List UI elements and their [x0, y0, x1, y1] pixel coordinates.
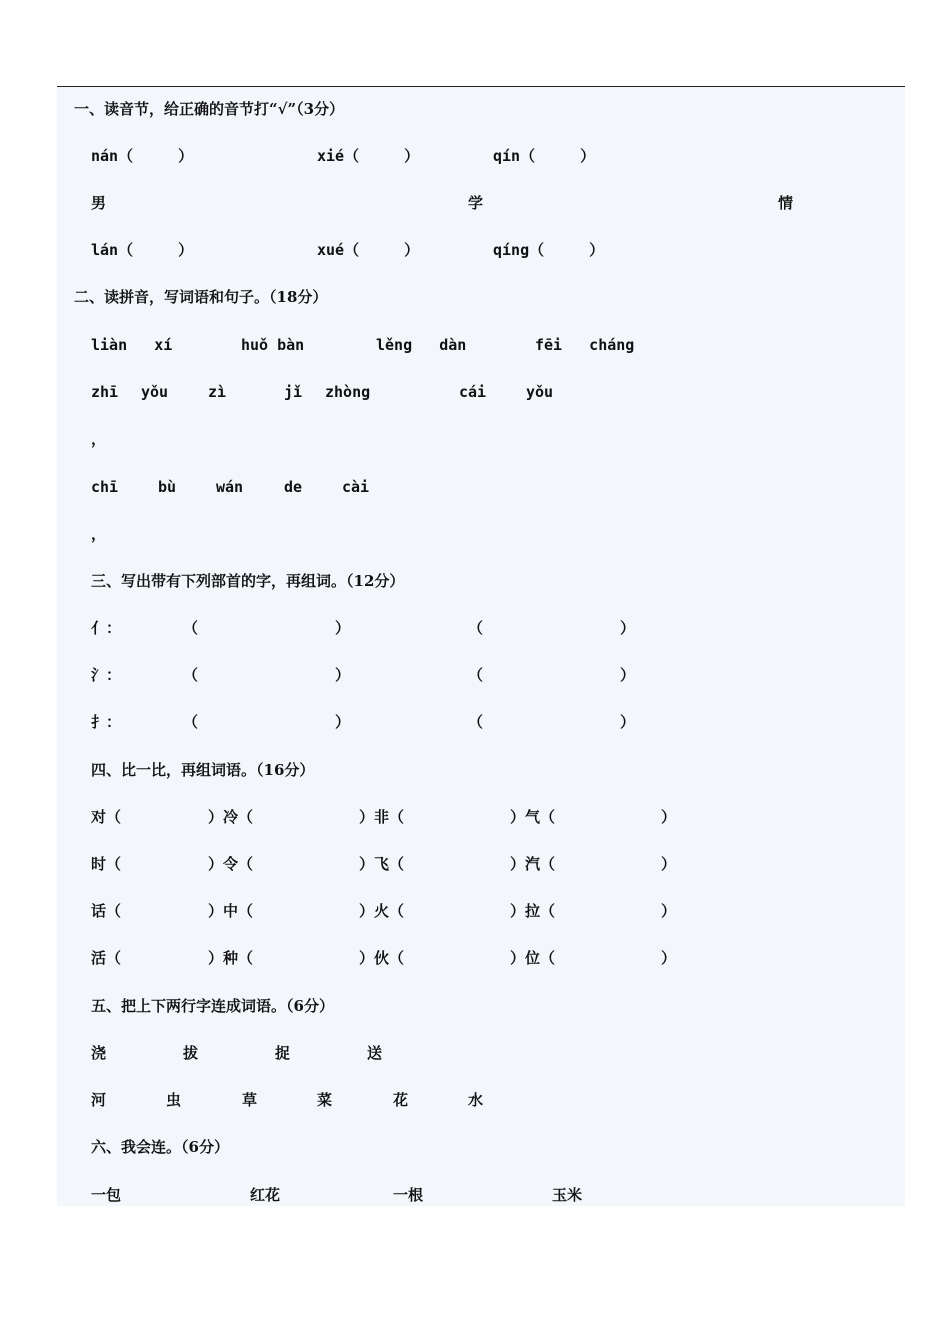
paren-open: （ — [468, 619, 484, 637]
pinyin-word-1: liàn xí — [91, 336, 173, 354]
option-qing: qíng（ ） — [493, 241, 605, 259]
match-bottom-char: 草 — [242, 1091, 258, 1109]
paren-open: （ — [468, 713, 484, 731]
compare-cell: ）中（ — [208, 902, 254, 920]
compare-cell: ） — [661, 902, 677, 920]
compare-cell: ）位（ — [510, 949, 556, 967]
comma: ， — [91, 430, 107, 448]
paren-close: ） — [335, 713, 351, 731]
section-6-title: 六、我会连。（6分） — [91, 1138, 229, 1156]
option-nan: nán（ ） — [91, 147, 194, 165]
pinyin-syllable: de — [284, 478, 303, 496]
pinyin-word-3: lěng dàn — [376, 336, 467, 354]
pinyin-syllable: yǒu — [141, 383, 169, 401]
pinyin-syllable: yǒu — [526, 383, 554, 401]
pinyin-syllable: chī — [91, 478, 119, 496]
compare-cell: ）火（ — [359, 902, 405, 920]
compare-cell: ） — [661, 855, 677, 873]
compare-cell: 活（ — [91, 949, 122, 967]
section-4-title: 四、比一比，再组词语。（16分） — [91, 761, 315, 779]
section-1-title: 一、读音节，给正确的音节打“√”（3分） — [74, 100, 345, 118]
pinyin-syllable: cài — [342, 478, 370, 496]
compare-cell: 时（ — [91, 855, 122, 873]
paren-close: ） — [620, 619, 636, 637]
pinyin-syllable: wán — [216, 478, 244, 496]
match-bottom-char: 花 — [393, 1091, 409, 1109]
char-nan: 男 — [91, 194, 107, 212]
paren-open: （ — [468, 666, 484, 684]
radical-label: 氵： — [91, 666, 122, 684]
pinyin-word-2: huǒ bàn — [241, 336, 305, 354]
pinyin-syllable: jǐ — [284, 383, 303, 401]
pinyin-syllable: zì — [208, 383, 227, 401]
compare-cell: ）拉（ — [510, 902, 556, 920]
compare-cell: ）令（ — [208, 855, 254, 873]
option-xie: xié（ ） — [317, 147, 420, 165]
compare-cell: ） — [661, 949, 677, 967]
comma: ， — [91, 525, 107, 543]
compare-cell: 话（ — [91, 902, 122, 920]
compare-cell: ）非（ — [359, 808, 405, 826]
match-item: 玉米 — [552, 1186, 583, 1204]
compare-cell: 对（ — [91, 808, 122, 826]
paren-close: ） — [620, 666, 636, 684]
match-top-char: 送 — [367, 1044, 383, 1062]
option-qin: qín（ ） — [493, 147, 596, 165]
option-xue: xué（ ） — [317, 241, 420, 259]
pinyin-syllable: cái — [459, 383, 487, 401]
paren-close: ） — [620, 713, 636, 731]
compare-cell: ）种（ — [208, 949, 254, 967]
paren-close: ） — [335, 619, 351, 637]
option-lan: lán（ ） — [91, 241, 194, 259]
match-bottom-char: 河 — [91, 1091, 107, 1109]
pinyin-word-4: fēi cháng — [535, 336, 635, 354]
compare-cell: ） — [661, 808, 677, 826]
match-top-char: 捉 — [275, 1044, 291, 1062]
paren-open: （ — [183, 619, 199, 637]
radical-label: 亻： — [91, 619, 122, 637]
compare-cell: ）伙（ — [359, 949, 405, 967]
pinyin-syllable: zhī — [91, 383, 119, 401]
match-item: 一包 — [91, 1186, 122, 1204]
compare-cell: ）汽（ — [510, 855, 556, 873]
section-3-title: 三、写出带有下列部首的字，再组词。（12分） — [91, 572, 405, 590]
match-top-char: 浇 — [91, 1044, 107, 1062]
paren-open: （ — [183, 713, 199, 731]
match-bottom-char: 菜 — [317, 1091, 333, 1109]
pinyin-syllable: bù — [158, 478, 177, 496]
compare-cell: ）气（ — [510, 808, 556, 826]
match-item: 一根 — [393, 1186, 424, 1204]
paren-close: ） — [335, 666, 351, 684]
match-bottom-char: 水 — [468, 1091, 484, 1109]
char-qing: 情 — [778, 194, 794, 212]
match-item: 红花 — [250, 1186, 281, 1204]
compare-cell: ）冷（ — [208, 808, 254, 826]
radical-label: 扌： — [91, 713, 122, 731]
match-bottom-char: 虫 — [166, 1091, 182, 1109]
char-xue: 学 — [468, 194, 484, 212]
compare-cell: ）飞（ — [359, 855, 405, 873]
paren-open: （ — [183, 666, 199, 684]
pinyin-syllable: zhòng — [325, 383, 371, 401]
section-5-title: 五、把上下两行字连成词语。（6分） — [91, 997, 334, 1015]
match-top-char: 拔 — [183, 1044, 199, 1062]
section-2-title: 二、读拼音，写词语和句子。（18分） — [74, 288, 328, 306]
